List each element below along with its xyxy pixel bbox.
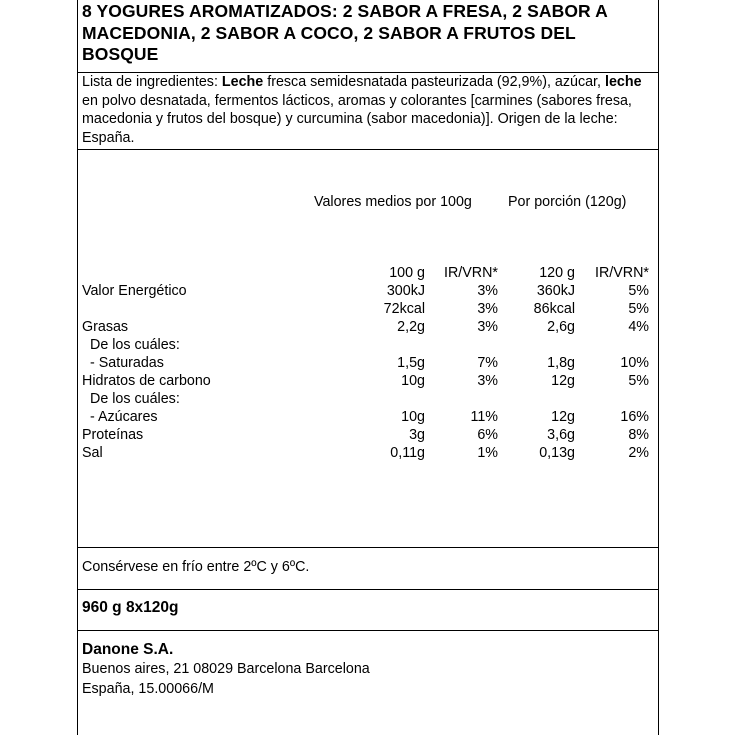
value-100g: 300kJ <box>386 283 425 299</box>
net-weight: 960 g 8x120g <box>82 599 179 616</box>
col-header-ir: IR/VRN* <box>594 265 649 281</box>
divider <box>78 630 658 631</box>
ir-100g: 7% <box>477 355 498 371</box>
ingredients-text: fresca semidesnatada pasteurizada (92,9%), azúcar, <box>267 74 601 90</box>
nutrient-label: Hidratos de carbono <box>82 373 211 389</box>
nutrient-label: Sal <box>82 445 103 461</box>
ir-100g: 3% <box>477 319 498 335</box>
ingredient-leche: leche <box>604 74 642 90</box>
value-100g: 1,5g <box>397 355 425 371</box>
ir-120g: 5% <box>628 283 649 299</box>
col-header-120g: 120 g <box>539 265 575 281</box>
ingredients-text: en polvo desnatada, fermentos lácticos, aromas y colorantes [carmines (sabores fresa, macedonia y frutos del bosque) y curcumina (sabor macedonia)]. Origen de la leche: España. <box>82 92 632 146</box>
ir-120g: 16% <box>620 409 649 425</box>
ingredient-leche: Leche <box>221 74 264 90</box>
ingredients-list <box>82 73 654 147</box>
nutrient-label: Proteínas <box>82 427 144 443</box>
ir-100g: 3% <box>477 301 498 317</box>
nutrition-header-portion: Por porción (120g) <box>508 194 627 210</box>
value-120g: 3,6g <box>547 427 575 443</box>
nutrient-label: De los cuáles: <box>90 337 180 353</box>
ir-120g: 5% <box>628 373 649 389</box>
product-title: 8 YOGURES AROMATIZADOS: 2 SABOR A FRESA, 2 SABOR A MACEDONIA, 2 SABOR A COCO, 2 SABOR A FRUTOS DEL BOSQUE <box>82 1 608 64</box>
divider <box>78 149 658 150</box>
nutrient-label: De los cuáles: <box>90 391 180 407</box>
value-120g: 1,8g <box>547 355 575 371</box>
storage-instructions: Consérvese en frío entre 2ºC y 6ºC. <box>82 559 310 575</box>
nutrition-header-100g: Valores medios por 100g <box>314 194 472 210</box>
value-120g: 360kJ <box>536 283 575 299</box>
nutrient-label: Valor Energético <box>82 283 187 299</box>
divider <box>78 547 658 548</box>
value-100g: 2,2g <box>397 319 425 335</box>
value-100g: 10g <box>401 409 425 425</box>
value-100g: 10g <box>401 373 425 389</box>
value-120g: 2,6g <box>547 319 575 335</box>
ir-120g: 4% <box>628 319 649 335</box>
ir-100g: 3% <box>477 283 498 299</box>
value-100g: 72kcal <box>383 301 425 317</box>
divider <box>78 589 658 590</box>
col-header-100g: 100 g <box>389 265 425 281</box>
ir-120g: 8% <box>628 427 649 443</box>
value-120g: 0,13g <box>539 445 575 461</box>
nutrient-label: - Azúcares <box>90 409 158 425</box>
value-100g: 0,11g <box>390 445 425 461</box>
ir-120g: 2% <box>628 445 649 461</box>
company-name: Danone S.A. <box>82 641 174 658</box>
company-address: España, 15.00066/M <box>82 681 214 697</box>
ir-120g: 10% <box>620 355 649 371</box>
col-header-ir: IR/VRN* <box>443 265 498 281</box>
ir-120g: 5% <box>628 301 649 317</box>
ir-100g: 11% <box>470 409 498 425</box>
value-120g: 86kcal <box>533 301 575 317</box>
nutrient-label: Grasas <box>82 319 129 335</box>
value-120g: 12g <box>551 373 575 389</box>
company-address: Buenos aires, 21 08029 Barcelona Barcelona <box>82 661 370 677</box>
value-120g: 12g <box>551 409 575 425</box>
nutrient-label: - Saturadas <box>90 355 164 371</box>
ingredients-label: Lista de ingredientes: <box>82 74 218 90</box>
ir-100g: 3% <box>477 373 498 389</box>
value-100g: 3g <box>409 427 425 443</box>
ir-100g: 1% <box>477 445 498 461</box>
ir-100g: 6% <box>477 427 498 443</box>
